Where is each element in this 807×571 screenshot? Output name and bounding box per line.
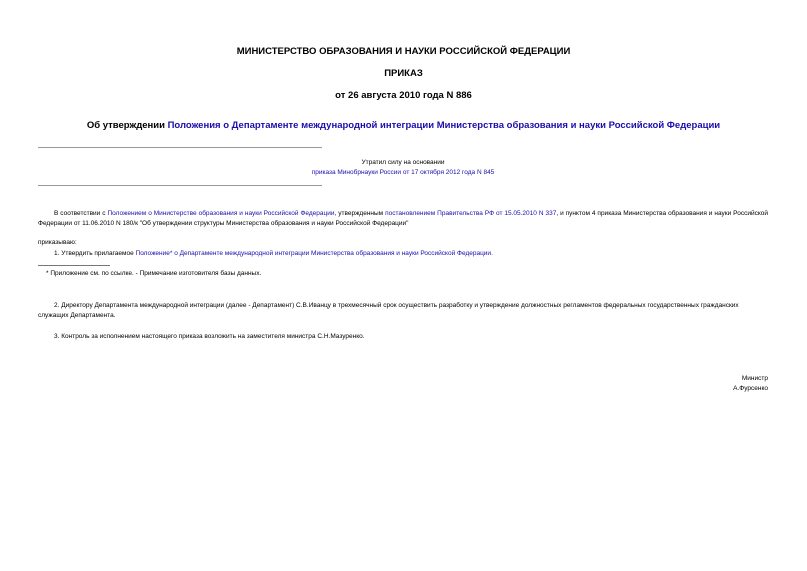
regulation-link[interactable]: Положением о Министерстве образования и науки Российской Федерации [107,210,335,217]
subject-prefix: Об утверждении [86,120,168,131]
signature-name: А.Фурсенко [733,385,768,392]
subject-link[interactable]: Положения о Департаменте международной интеграции Министерства образования и науки Российской Федерации [167,120,721,131]
status-rule-top [38,147,322,148]
footnote: * Приложение см. по ссылке. - Примечание изготовителя базы данных. [46,270,262,277]
lost-force-basis-link[interactable]: приказа Минобрнауки России от 17 октября 2012 года N 845 [311,169,495,176]
signature-position: Министр [741,375,768,382]
lost-force-basis [38,168,768,177]
item-3: 3. Контроль за исполнением настоящего приказа возложить на заместителя министра С.Н.Мазуренко. [54,333,365,340]
footnote-rule [38,265,110,266]
lost-force-text: Утратил силу на основании [361,159,445,166]
item-2: 2. Директору Департамента международной интеграции (далее - Департамент) С.В.Иванцу в трехмесячный срок осуществить разработку и утверждение должностных регламентов федеральных государственных гражданских служащих Департамента. [38,302,739,319]
status-rule-bottom [38,185,322,186]
preamble-paragraph: В соответствии с Положением о Министерстве образования и науки Российской Федерации, утвержденным постановлением Правительства РФ от 15.05.2010 N 337, и пунктом 4 приказа Министерства образования и науки Российской Федерации от 11.06.2010 N 180/к "Об утверждении структуры Министерства образования и науки Российской Федерации" [38,210,768,227]
order-word: приказываю: [38,239,77,246]
date-number-heading: от 26 августа 2010 года N 886 [335,90,472,101]
item-1: 1. Утвердить прилагаемое Положение* о Департаменте международной интеграции Министерства образования и науки Российской Федерации. [54,250,493,257]
ministry-heading: МИНИСТЕРСТВО ОБРАЗОВАНИЯ И НАУКИ РОССИЙСКОЙ ФЕДЕРАЦИИ [236,46,571,57]
doc-type-heading: ПРИКАЗ [384,68,423,79]
regulation-attachment-link[interactable]: Положение [135,250,170,257]
government-resolution-link[interactable]: постановлением Правительства РФ от 15.05.2010 N 337 [385,210,557,217]
document-subject [0,120,807,132]
